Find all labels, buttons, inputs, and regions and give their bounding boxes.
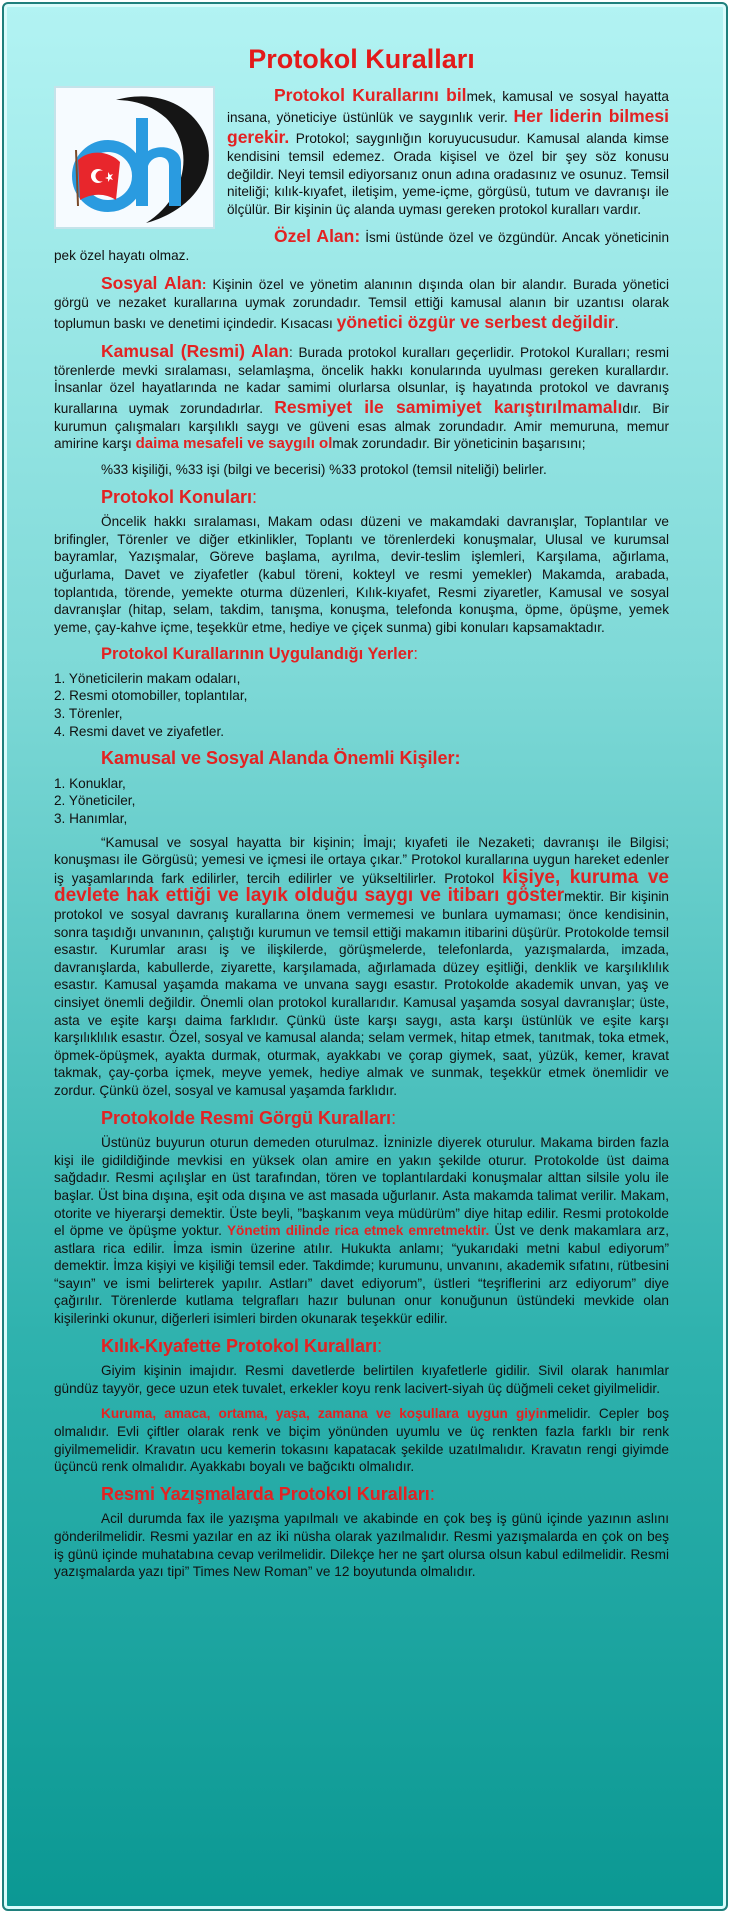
list-item: 1. Yöneticilerin makam odaları, [54,670,241,686]
logo-image [54,86,215,229]
kiyafet-paragraph-2 [54,1405,669,1475]
yerler-heading [54,646,669,664]
kamusal-alan-paragraph [54,341,669,453]
yazisma-heading-text: Resmi Yazışmalarda Protokol Kuralları [101,1483,430,1504]
list-item: 1. Konuklar, [54,775,126,791]
kamusal-emphasis-1: Resmiyet ile samimiyet karıştırılmamalı [274,396,623,417]
yazisma-heading [54,1483,669,1505]
konular-colon: : [252,486,258,507]
kamusal-text-3: mak zorundadır. Bir yöneticinin başarısını; [332,436,586,452]
gorgu-text-1: Üstünüz buyurun oturun demeden oturulmaz. İzninizle diyerek oturulur. Makama birden fazla kişi ile gidildiğinde mevkisi en yüksek olan amire en yakın şekilde oturur. Protokolde üst daima sağdadır. Resmi açılışlar en üst tarafından, tören ve toplantılardaki konuşmalar alttan silsile yolu ile başlar. Üst bina dışına, eşit oda dışına ve ast masada uğurlanır. Asta makamda talimat verilir. Makam, otorite ve hiyerarşi demektir. Üste beyli, ”başkanım veya müdürüm” diye hitap edilir. Resmi protokolde el öpme ve öpüşme yoktur. [54,1135,669,1239]
intro-heading: Protokol Kurallarını bil [274,85,467,105]
kamusal-emphasis-2: daima mesafeli ve saygılı ol [135,435,333,453]
gorgu-colon: : [391,1107,397,1128]
list-item: 3. Hanımlar, [54,811,128,827]
konular-heading-text: Protokol Konuları [101,486,253,507]
page-title: Protokol Kuralları [248,44,475,74]
yazisma-colon: : [429,1483,435,1504]
quote-paragraph [54,834,669,1100]
sosyal-alan-text: Kişinin özel ve yönetim alanının dışında olan bir alandır. Burada yönetici görgü ve nezaket kurallarına uymak zorundadır. Temsil ettiği kamusal alanın bir uzantısı olarak toplumun baskı ve denetimi içindedir. Kısacası [54,276,669,331]
kamusal-alan-heading: Kamusal (Resmi) Alan [101,340,289,361]
kiyafet-heading [54,1335,669,1357]
kisiler-heading-text: Kamusal ve Sosyal Alanda Önemli Kişiler: [101,748,461,769]
konular-text: Öncelik hakkı sıralaması, Makam odası düzeni ve makamdaki davranışlar, Toplantılar ve brifingler, Törenler ve diğer etkinlikler, Toplantı ve törenlerdeki konuşmalar, Ulusal ve kurumsal bayramlar, Yazışmalar, Göreve başlama, ayrılma, devir-teslim işlemleri, Karşılama, ağırlama, uğurlama, Davet ve ziyafetler (kabul töreni, kokteyl ve resmi yemekler) Makamda, arabada, toplantıda, törende, yemekte oturma düzenleri, Kılık-kıyafet, Resmi ziyaretler, Kamusal ve sosyal davranışlar (hitap, selam, takdim, tanışma, konuşma, telefonda konuşma, öpme, öpüşme, yemek yeme, çay-kahve içme, teşekkür etme, hediye ve çiçek sunma) gibi konuları kapsamaktadır. [54,514,669,635]
content-panel [2,2,728,1911]
kamusal-text-1: : Burada protokol kuralları geçerlidir. Protokol Kuralları; resmi törenlerde mevki sıralaması, selamlaşma, öncelik hakkı konularında uyulması gereken kurallardır. İnsanlar özel hayatlarında ne kadar samimi olurlarsa olsunlar, iş hayatında protokol ve davranış kurallarına uymak zorundadırlar. [54,344,669,416]
kisiler-list [54,775,669,828]
yazisma-paragraph: Acil durumda fax ile yazışma yapılmalı ve akabinde en çok beş iş günü içinde yazının aslını gönderilmelidir. Resmi yazılar en az iki nüsha olarak yazılmalıdır. Resmi yazışmalarda en çok on beş iş günü içinde muhatabına cevap verilmelidir. Dilekçe her ne şart olursa olsun kabul edilmelidir. Resmi yazışmalarda yazı tipi” Times New Roman” ve 12 boyutunda olmalıdır. [54,1511,669,1580]
sosyal-alan-emphasis: yönetici özgür ve serbest değildir [336,311,615,332]
yerler-list [54,670,669,740]
list-item: 2. Yöneticiler, [54,793,136,809]
intro-text-2: Protokol; saygınlığın koruyucusudur. Kamusal alanda kimse kendisini temsil edemez. Orada kişisel ve özel bir şey söz konusu değildir. Neyi temsil ediyorsanız onun adına oradasınız ve osunuz. Temsil niteliği; kılık-kıyafet, iletişim, yeme-içme, görgüsü, tutum ve davranışı ile ölçülür. Bir kişinin üç alanda uyması gereken protokol kuralları vardır. [227,131,669,217]
sosyal-alan-paragraph [54,273,669,333]
article [54,39,669,1589]
yerler-heading-text: Protokol Kurallarının Uygulandığı Yerler [101,645,414,664]
ozel-alan-paragraph [54,226,669,265]
kiyafet-colon: : [377,1335,383,1356]
sosyal-alan-colon: : [201,276,207,292]
kiyafet-emphasis: Kuruma, amaca, ortama, yaşa, zamana ve koşullara uygun giyin [101,1406,548,1422]
kamusal-text-2: dır. Bir kurumun çalışmaları karşılıklı saygı ve güveni esas almak zorundadır. Amir memuruna, memur amirine karşı [54,400,670,452]
kiyafet-text-2: melidir. Cepler boş olmalıdır. Evli çiftler olarak renk ve biçim yönünden uyumlu ve üç renkten fazla farklı bir renk giyilmemelidir. Kravatın ucu kemerin tokasını kapatacak şekilde uzatılmalıdır. Kravatın rengi giyimde üçüncü renk olmalıdır. Ayakkabı boyalı ve bağcıktı olmalıdır. [54,1406,669,1475]
list-item: 4. Resmi davet ve ziyafetler. [54,723,224,739]
ozel-alan-text: İsmi üstünde özel ve özgündür. Ancak yöneticinin pek özel hayatı olmaz. [54,230,670,264]
list-item: 3. Törenler, [54,706,123,722]
kiyafet-paragraph-1: Giyim kişinin imajıdır. Resmi davetlerde belirtilen kıyafetlerle gidilir. Sivil olarak hanımlar gündüz tayyör, gece uzun etek tuvalet, erkekler koyu renk lacivert-siyah üç düğmeli ceket giyilmelidir. [54,1363,669,1396]
yerler-colon: : [413,645,418,664]
percent-line: %33 kişiliği, %33 işi (bilgi ve becerisi) %33 protokol (temsil niteliği) belirler. [101,461,547,477]
gorgu-text-2: Üst ve denk makamlara arz, astlara rica edilir. İmza ismin üzerine atılır. Hukukta anlamı; “yukarıdaki metni kabul ediyorum” demektir. İmza kişiyi ve kişiliği temsil eder. Takdimde; kurumunu, unvanını, akademik sıfatını, rütbesini “sayın” ve ismi belirterek yapılır. Astları” davet ediyorum”, üstleri “teşriflerini arz ediyorum” diye çağırılır. Törenlerde kutlama telgrafları hazır bulunan onur konuğunun üstündeki mevkide olan kişilerinki okunur, diğerleri isimleri birden okunarak teşekkür edilir. [54,1223,669,1327]
gorgu-paragraph [54,1134,669,1328]
kisiler-heading [54,750,669,769]
intro-emphasis: Her liderin bilmesi gerekir. [227,106,669,147]
sosyal-alan-end: . [614,315,619,331]
quote-text-2: mektir. Bir kişinin protokol ve sosyal davranış kurallarına önem vermemesi ve bunlara uymaması; önce kendisinin, sonra taşıdığı unvanının, çalıştığı kurumun ve temsil ettiği makamın itibarini düşürür. Protokolde temsil esastır. Kurumlar arası iş ve ilişkilerde, görüşmelerde, telefonlarda, yazışmalarda, imzada, davranışlarda, kabullerde, ziyarette, karşılamada, ağırlamada düzey eşitliği, denklik ve karşılıklılık esastır. Kamusal yaşamda makama ve unvana saygı esastır. Protokolde akademik unvan, yaş ve cinsiyet önemli değildir. Önemli olan protokol kurallarıdır. Kamusal yaşamda sosyal davranışlar; üste, asta ve eşite karşı daima farklıdır. Çünkü üste karşı saygı, asta karşı üstünlük ve eşite karşı karşılıklılık esastır. Özel, sosyal ve kamusal alanda; selam vermek, hitap etmek, tanıtmak, toka etmek, öpmek-öpüşmek, ayakta durmak, oturmak, ayakkabı ve çorap giymek, saat, yüzük, kemer, kravat takmak, çay-çorba içmek, meyve yemek, hediye almak ve sunmak, teşekkür etmek önemlidir ve zordur. Çünkü özel, sosyal ve kamusal yaşamda farklıdır. [54,889,669,1098]
konular-heading [54,486,669,508]
gorgu-heading-text: Protokolde Resmi Görgü Kuralları [101,1107,392,1128]
list-item: 2. Resmi otomobiller, toplantılar, [54,688,248,704]
gorgu-emphasis: Yönetim dilinde rica etmek emretmektir. [226,1223,490,1239]
sosyal-alan-heading: Sosyal Alan [101,272,202,293]
ozel-alan-heading: Özel Alan: [274,226,361,247]
gorgu-heading [54,1107,669,1129]
kiyafet-heading-text: Kılık-Kıyafette Protokol Kuralları [101,1335,378,1356]
quote-text-1: “Kamusal ve sosyal hayatta bir kişinin; İmajı; kıyafeti ile Nezaketi; davranışı ile Bilgisi; konuşması ile Görgüsü; yemesi ve içmesi ile ortaya çıkar.” Protokol kurallarına uygun hareket edenler iş yaşamlarında fark edilirler, tercih edilirler ve yükseltilirler. Protokol [54,834,669,886]
intro-text-1: mek, kamusal ve sosyal hayatta insana, yöneticiye üstünlük ve saygınlık verir. [227,89,669,125]
logo-graphic [56,88,213,227]
quote-emphasis: kişiye, kuruma ve devlete hak ettiği ve layık olduğu saygı ve itibarı göster [54,866,669,907]
